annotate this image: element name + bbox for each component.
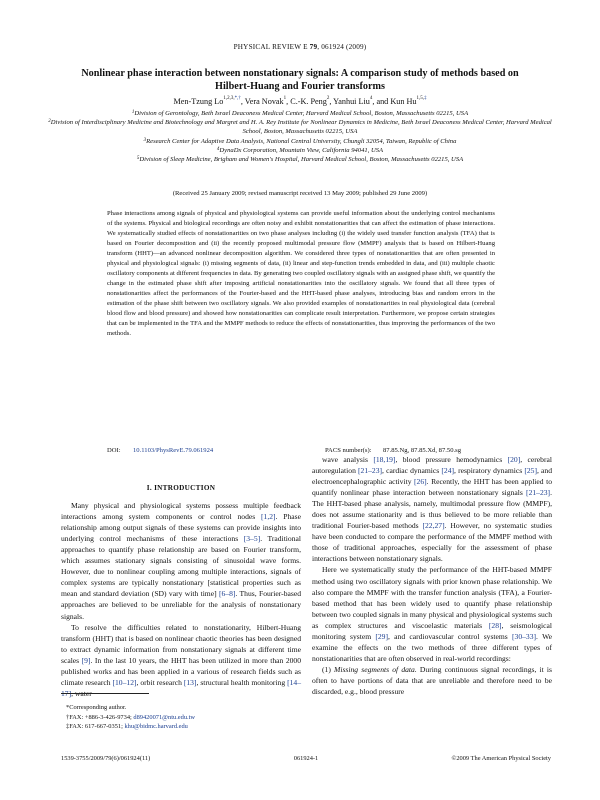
footnote-fax-2: ‡FAX: 617-667-0351; khu@bidmc.harvard.edu xyxy=(66,723,188,730)
journal-name: PHYSICAL REVIEW E xyxy=(233,43,308,51)
affiliation xyxy=(40,118,560,136)
page-footer xyxy=(61,755,551,765)
author: and Kun Hu xyxy=(376,97,417,106)
body-text: . In the last 10 years, the HHT has been utilized in more than 2000 published works and has been applied in a various of research fields such as climate research xyxy=(61,655,302,687)
email-link[interactable]: khu@bidmc.harvard.edu xyxy=(124,723,188,730)
author-footnote-marker[interactable]: ‡ xyxy=(423,96,427,101)
body-text: . Recently, the HHT has been applied to quantify nonlinear phase interaction between nonstationary signals xyxy=(312,477,553,498)
author: Vera Novak xyxy=(244,97,284,106)
citation-link[interactable]: [13] xyxy=(183,677,197,687)
affiliation xyxy=(40,109,560,118)
body-text: , blood pressure hemodynamics xyxy=(395,455,508,464)
affiliation-number: 3 xyxy=(143,137,147,143)
left-column xyxy=(61,483,301,699)
run-in-heading: Missing segments of data. xyxy=(334,664,417,674)
citation-link[interactable]: [14–17] xyxy=(61,677,301,698)
affiliation-number: 1 xyxy=(131,110,135,115)
citation-link[interactable]: [18,19] xyxy=(373,455,396,464)
right-column xyxy=(312,454,552,697)
body-text: , and electroencephalographic activity xyxy=(312,466,552,487)
citation-link[interactable]: [21–23] xyxy=(526,488,551,498)
footer-page-number: 061924-1 xyxy=(293,755,319,762)
author: C.-K. Peng xyxy=(290,97,327,106)
body-text: , structural health monitoring xyxy=(196,677,288,687)
paper-title: Nonlinear phase interaction between nonstationary signals: A comparison study of methods based on Hilbert-Huang and Fourier transforms xyxy=(81,68,519,92)
body-text: wave analysis xyxy=(322,455,374,464)
body-text: . We examine the effects on the two methods of three different types of nonstationarities that are often observed in real-world recordings: xyxy=(312,631,552,663)
body-text: Here we systematically study the performance of the HHT-based MMPF method using two oscillatory signals with prior known phase relationship. We also compare the MMPF with the transfer function analysis (TFA), a Fourier-based method that has been widely used to quantify phase relationship between two coupled signals in many physical and physiological systems such as complex structures and viscoelastic materials xyxy=(312,565,552,630)
footer-copyright: ©2009 The American Physical Society xyxy=(451,755,551,762)
footnotes xyxy=(66,703,306,732)
author-affiliation-marker: 1 xyxy=(283,96,287,101)
affiliation-text: Division of Gerontology, Beth Israel Deaconess Medical Center, Harvard Medical School, Boston, Massachusetts 02215, USA xyxy=(134,110,469,117)
citation-link[interactable]: [6–8] xyxy=(218,589,236,599)
citation-link[interactable]: [20] xyxy=(507,455,521,464)
affiliation-number: 2 xyxy=(48,119,51,125)
body-text: . Traditional approaches to quantify phase relationship are based on Fourier transform, which assumes stationary signals consisting of sinusoidal wave forms. However, due to nonlinear coupling among multiple interactions, signals of complex systems are typically nonstationary [statistical properties such as mean and standard deviation (SD) vary with time] xyxy=(61,534,301,599)
body-text: , water xyxy=(71,688,92,698)
journal-volume: 79 xyxy=(309,43,318,51)
body-text: During continuous signal recordings, it is often to have portions of data that are unreliable and therefore need to be discarded, e.g., blood pressure xyxy=(312,664,552,696)
affiliation-number: 5 xyxy=(136,156,140,162)
body-text: . Thus, Fourier-based approaches are believed to be unreliable for the analysis of nonstationary signals. xyxy=(61,589,301,621)
author-affiliation-marker: 2 xyxy=(326,96,330,101)
citation-link[interactable]: [3–5] xyxy=(243,534,261,544)
citation-link[interactable]: [26] xyxy=(414,477,427,487)
citation-link[interactable]: [30–33] xyxy=(512,631,537,641)
body-text: , cerebral autoregulation xyxy=(312,455,552,476)
body-text: (1) xyxy=(322,664,335,674)
affiliation xyxy=(40,155,560,164)
body-text: , and cardiovascular control systems xyxy=(388,631,512,641)
pacs-label: PACS number(s): xyxy=(325,447,372,454)
email-link[interactable]: d89420071@ntu.edu.tw xyxy=(133,713,196,721)
affiliation-text: Research Center for Adaptive Data Analysis, National Central University, Chungli 32054, Taiwan, Republic of China xyxy=(146,137,457,145)
citation-link[interactable]: [25] xyxy=(524,466,537,476)
affiliation xyxy=(40,146,560,155)
author-affiliation-marker: 1,5, xyxy=(416,96,424,101)
citation-link[interactable]: [21–23] xyxy=(358,466,383,476)
citation-link[interactable]: [1,2] xyxy=(261,512,276,522)
affiliation-number: 4 xyxy=(216,146,220,152)
journal-header xyxy=(0,43,600,51)
author: Men-Tzung Lo xyxy=(173,97,224,106)
body-paragraph xyxy=(61,622,301,699)
body-text: , orbit research xyxy=(136,677,184,687)
citation-link[interactable]: [24] xyxy=(441,466,455,476)
abstract: Phase interactions among signals of physical and physiological systems can provide useful information about the underlying control mechanisms of the systems. Physical and biological recordings are often noisy and exhibit nonstationarities that can affect the estimation of phase interactions. We systematically studied effects of nonstationarities on two phase analyses including (i) the widely used transfer function analysis (TFA) that is based on Fourier decomposition and (ii) the recently proposed multimodal pressure flow (MMPF) analysis that is based on Hilbert-Huang transform (HHT)—an advanced nonlinear decomposition algorithm. We considered three types of nonstationarities that are often presented in physical and physiological signals: (i) missing segments of data, (ii) linear and step-function trends embedded in data, and (iii) multiple chaotic oscillatory components at different frequencies in data. By generating two coupled oscillatory signals with an assigned phase shift, we quantify the change in the estimated phase shift after imposing artificial nonstationarities into the oscillatory signals. We found that all three types of nonstationarities affect the performances of the Fourier-based and the HHT-based phase analyses, introducing bias and random errors in the estimation of the phase shift between two oscillatory signals. We also provided examples of nonstationarities in real physiological data (cerebral blood flow and blood pressure) and showed how nonstationarities can complicate result interpretation. Furthermore, we propose certain strategies that can be implemented in the TFA and the MMPF methods to reduce the effects of nonstationarities, thus improving the performances of the two methods. xyxy=(107,210,495,337)
affiliation-text: Division of Sleep Medicine, Brigham and Women's Hospital, Harvard Medical School, Boston, Massachusetts 02215, USA xyxy=(139,156,464,164)
left-column-body xyxy=(61,500,301,699)
affiliation xyxy=(40,137,560,146)
article-number: , 061924 (2009) xyxy=(317,43,367,51)
body-text: To resolve the difficulties related to nonstationarity, Hilbert-Huang transform (HHT) that is based on nonlinear chaotic theories has been designed to extract dynamic information from nonstationary signals at different time scales xyxy=(61,622,301,665)
affiliation-list xyxy=(40,109,560,164)
body-text: . However, no systematic studies have been conducted to compare the performance of the MMPF method with those of traditional approaches, especially for the assessment of phase interactions between nonstationary signals. xyxy=(312,521,552,564)
body-text: . The HHT-based phase analysis, namely, multimodal pressure flow (MMPF), does not assume stationarity and is thus believed to be more reliable than traditional Fourier-based methods xyxy=(312,488,552,531)
citation-link[interactable]: [10–12] xyxy=(112,677,137,687)
author-footnote-marker[interactable]: *,† xyxy=(234,96,241,101)
doi-link[interactable]: 10.1103/PhysRevE.79.061924 xyxy=(133,447,214,454)
body-text: Many physical and physiological systems possess multiple feedback interactions among system components or control nodes xyxy=(61,501,301,522)
doi-label: DOI: xyxy=(107,447,121,454)
citation-link[interactable]: [29] xyxy=(375,631,389,641)
citation-link[interactable]: [9] xyxy=(81,655,91,665)
footnote-fax-1: †FAX: +886-3-426-9734; d89420071@ntu.edu.tw xyxy=(66,713,196,721)
body-text: , respiratory dynamics xyxy=(454,466,525,476)
author-list: Men-Tzung $Lo^{1,2,3,*,\dagger}$, Vera Novak$^1$, C.-K. Peng$^2$, Yanhui Liu$^4$, and Kun $Hu^{1,5,\ddagger}$ xyxy=(173,96,427,106)
body-paragraph xyxy=(312,564,552,663)
affiliation-text: Division of Interdisciplinary Medicine and Biotechnology and Margret and H. A. Rey Institute for Nonlinear Dynamics in Medicine, Beth Israel Deaconess Medical Center, Harvard Medical School, Boston, Massachusetts 02215, USA xyxy=(50,119,552,136)
body-paragraph xyxy=(312,664,552,697)
footer-issn: 1539-3755/2009/79(6)/061924(11) xyxy=(61,755,151,762)
body-paragraph xyxy=(312,454,552,564)
affiliation-text: DynaDx Corporation, Mountain View, California 94041, USA xyxy=(219,146,384,154)
citation-link[interactable]: [22,27] xyxy=(422,521,445,531)
author: Yanhui Liu xyxy=(333,97,370,106)
footnote-divider xyxy=(61,693,149,694)
body-paragraph xyxy=(61,500,301,622)
body-text: , seismological monitoring system xyxy=(312,620,552,641)
body-text: , cardiac dynamics xyxy=(382,466,442,476)
author-affiliation-marker: 1,2,3, xyxy=(223,96,235,101)
pacs-numbers: 87.85.Ng, 87.85.Xd, 87.50.sg xyxy=(383,447,462,454)
footnote-corresponding: *Corresponding author. xyxy=(66,704,127,711)
received-dates: (Received 25 January 2009; revised manuscript received 13 May 2009; published 29 June 2009) xyxy=(172,190,428,197)
body-text: . Phase relationship among output signals of these systems can provide insights into underlying control mechanisms of these interactions xyxy=(61,512,301,544)
section-heading: I. INTRODUCTION xyxy=(146,484,216,492)
author-affiliation-marker: 4 xyxy=(369,96,373,101)
citation-link[interactable]: [28] xyxy=(488,620,502,630)
